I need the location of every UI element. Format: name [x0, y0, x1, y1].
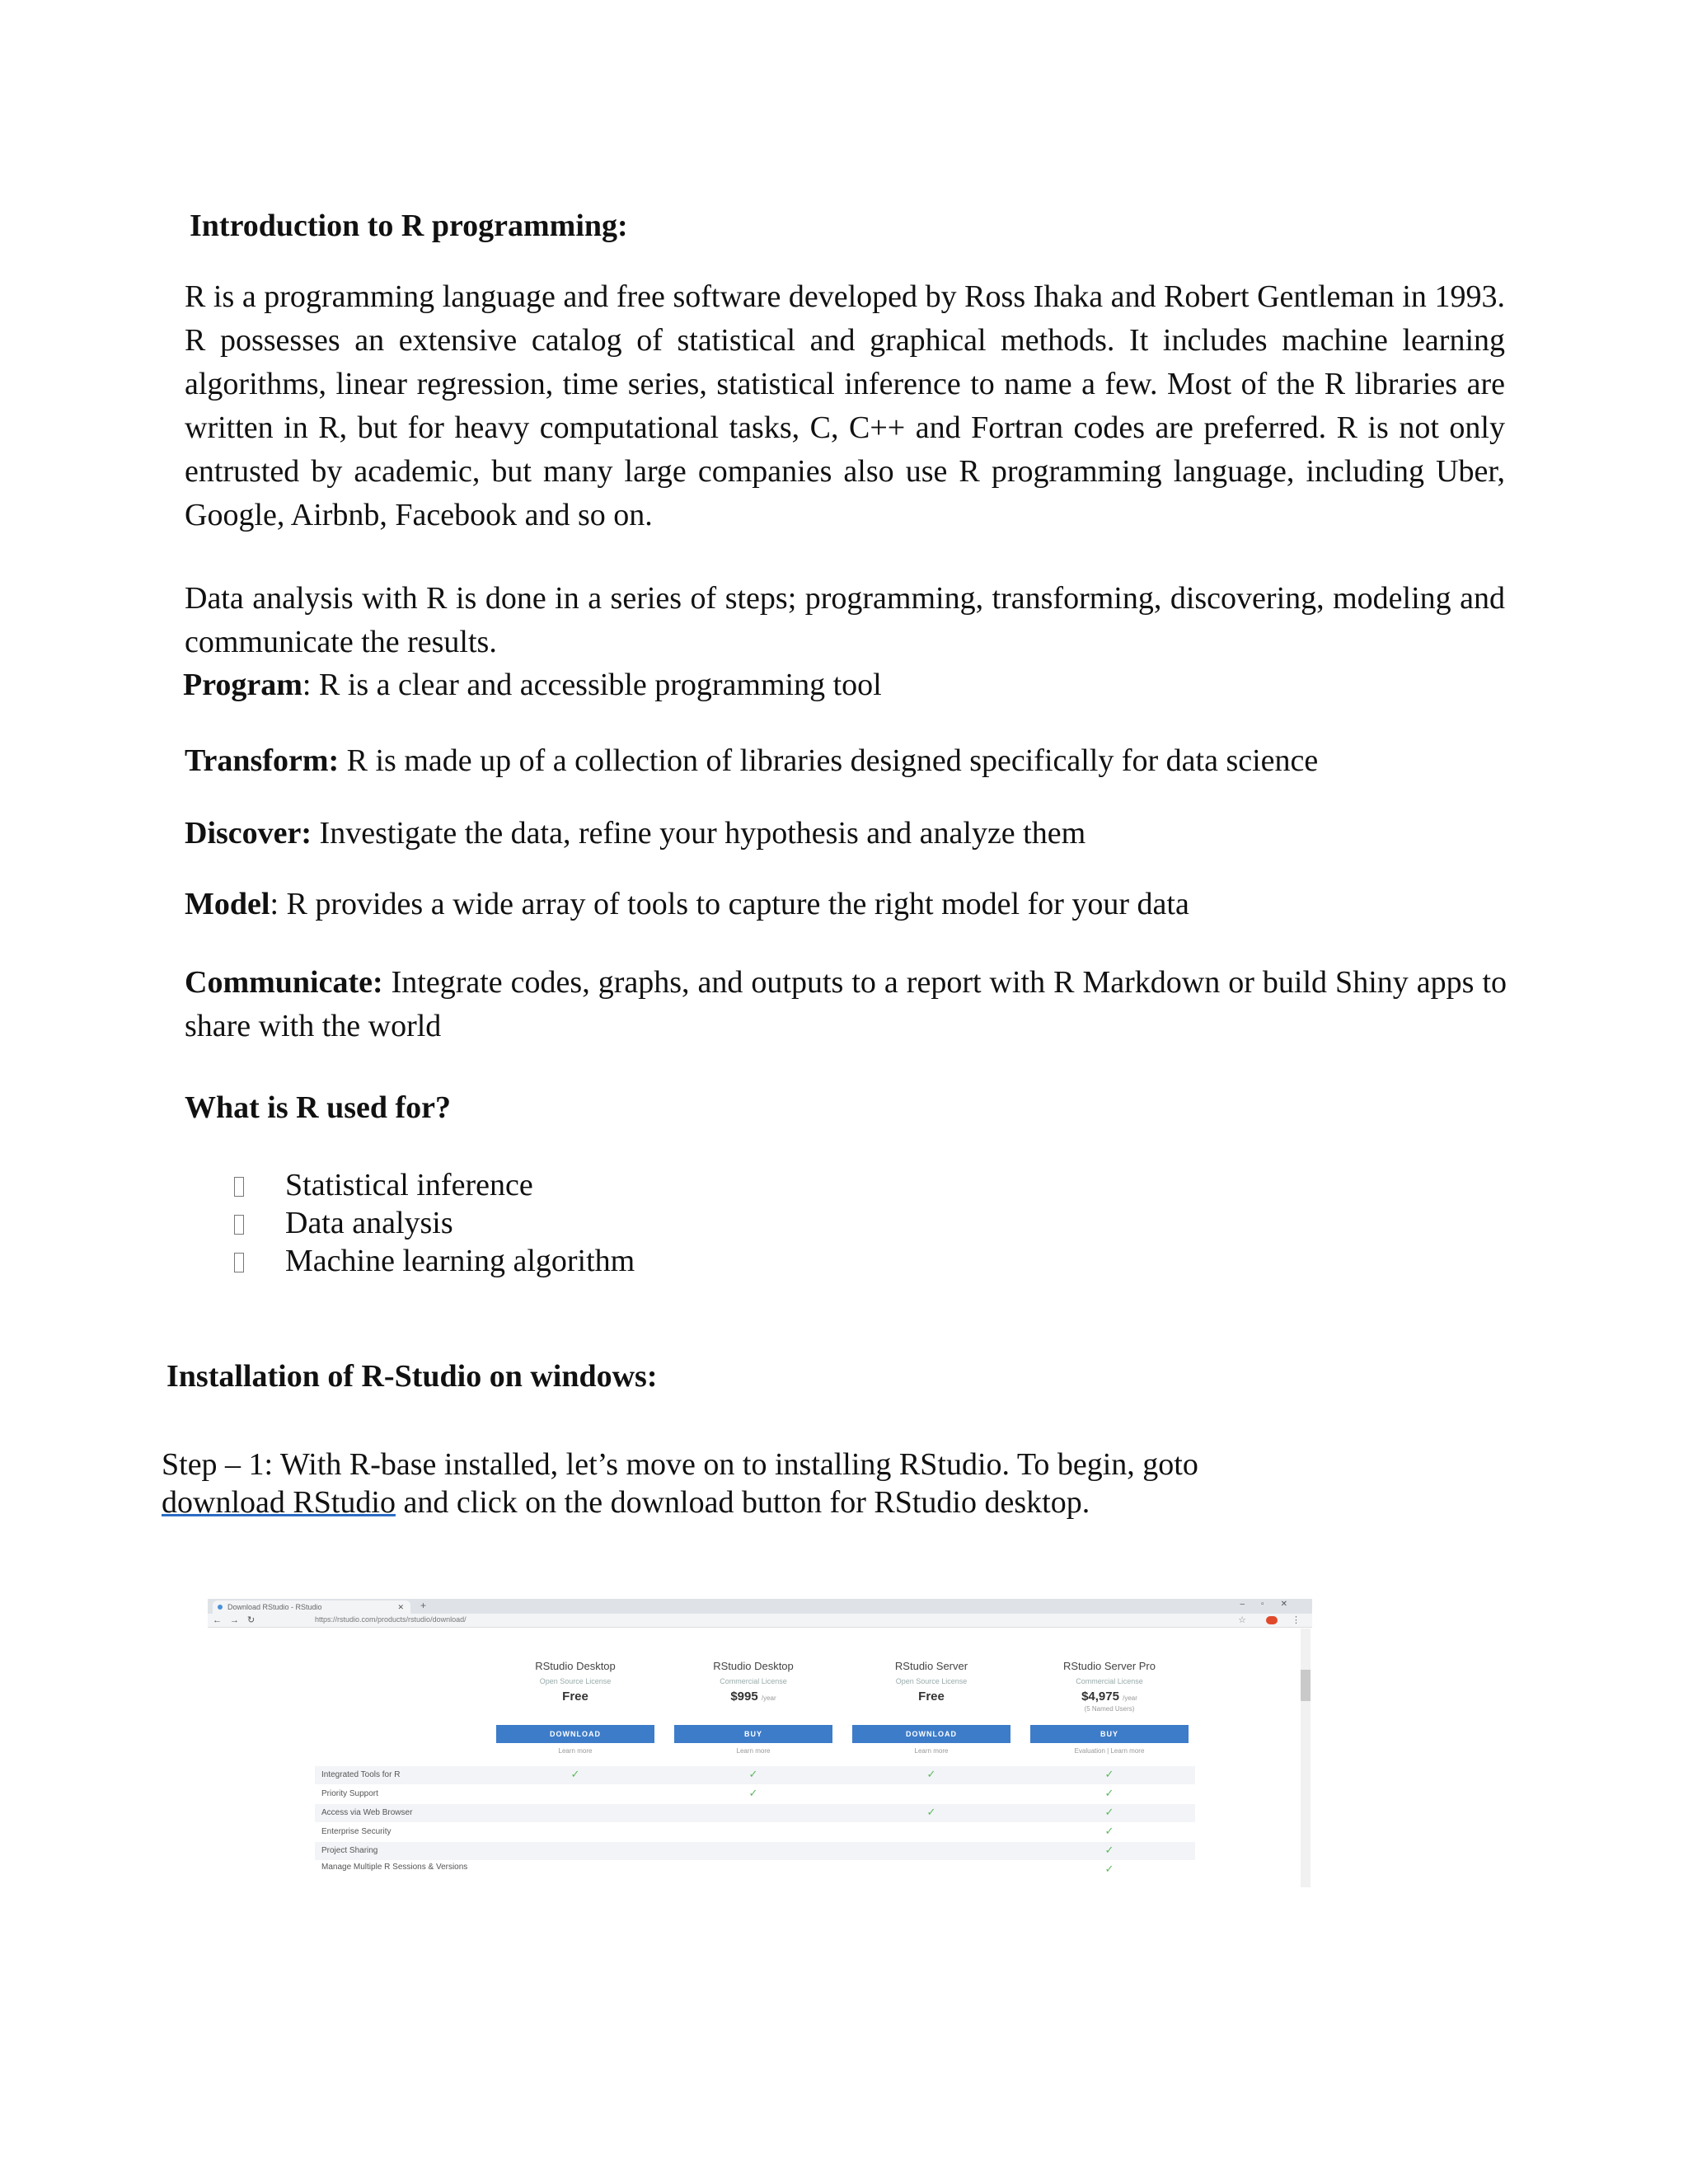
feature-row — [315, 1861, 1195, 1879]
install-step1-prefix: Step – 1: With R-base installed, let’s move on to installing RStudio. To begin, goto — [162, 1447, 1198, 1482]
download-button[interactable]: DOWNLOAD — [852, 1725, 1010, 1743]
plan-price — [496, 1690, 654, 1704]
step-program-text: : R is a clear and accessible programming tool — [302, 668, 882, 702]
favicon-icon — [218, 1605, 223, 1610]
browser-menu-icon[interactable]: ⋮ — [1292, 1615, 1301, 1625]
tab-title: Download RStudio - RStudio — [227, 1603, 322, 1611]
plan-title: RStudio Server — [894, 1660, 968, 1672]
step-transform-text: R is made up of a collection of libraries designed specifically for data science — [339, 743, 1319, 778]
nav-buttons[interactable]: ←→↻ — [213, 1615, 264, 1625]
plan-price-value: Free — [562, 1690, 588, 1704]
buy-button[interactable]: BUY — [674, 1725, 832, 1743]
checkmark-icon: ✓ — [1104, 1863, 1114, 1875]
step-transform — [185, 742, 1318, 780]
learn-more-link[interactable]: Evaluation | Learn more — [1074, 1747, 1145, 1755]
checkmark-icon: ✓ — [926, 1806, 936, 1818]
checkmark-icon: ✓ — [1104, 1768, 1114, 1780]
address-bar-row — [208, 1614, 1312, 1628]
rstudio-download-screenshot — [208, 1599, 1312, 1887]
plan-title: RStudio Server Pro — [1063, 1660, 1156, 1672]
plan-column — [852, 1660, 1010, 1705]
plan-price — [674, 1690, 832, 1704]
step-communicate — [185, 961, 1507, 1048]
list-item-label: Data analysis — [285, 1206, 453, 1240]
step-model-label: Model — [185, 887, 270, 921]
bullet-icon — [234, 1253, 244, 1272]
checkmark-icon: ✓ — [1104, 1844, 1114, 1856]
window-controls[interactable]: –▫✕ — [1240, 1600, 1304, 1609]
step-communicate-text: Integrate codes, graphs, and outputs to a report with R Markdown or build Shiny apps to share with the world — [185, 965, 1507, 1043]
feature-row — [315, 1804, 1195, 1822]
checkmark-icon: ✓ — [1104, 1787, 1114, 1799]
feature-label: Enterprise Security — [321, 1827, 392, 1836]
plan-price-value: $4,975 — [1081, 1690, 1119, 1704]
plan-license: Commercial License — [1076, 1677, 1143, 1685]
close-tab-icon[interactable]: ✕ — [397, 1603, 404, 1611]
steps-intro: Data analysis with R is done in a series of steps; programming, transforming, discovering, modeling and communicate the results. — [185, 581, 1505, 659]
browser-tab-bar — [208, 1599, 1312, 1614]
step-model-text: : R provides a wide array of tools to capture the right model for your data — [270, 887, 1189, 921]
plan-price — [852, 1690, 1010, 1704]
install-heading: Installation of R-Studio on windows: — [166, 1359, 658, 1394]
feature-label: Project Sharing — [321, 1846, 378, 1855]
plan-price — [1030, 1690, 1189, 1704]
uses-list — [234, 1166, 635, 1280]
feature-row — [315, 1823, 1195, 1841]
intro-paragraph: R is a programming language and free software developed by Ross Ihaka and Robert Gentleman in 1993. R possesses an extensive catalog of statistical and graphical methods. It includes machine learning algorithms, linear regression, time series, statistical inference to name a few. Most of the R libraries are written in R, but for heavy computational tasks, C, C++ and Fortran codes are preferred. R is not only entrusted by academic, but many large companies also use R programming language, including Uber, Google, Airbnb, Facebook and so on. — [185, 279, 1505, 532]
uses-heading: What is R used for? — [185, 1090, 452, 1125]
download-button[interactable]: DOWNLOAD — [496, 1725, 654, 1743]
step-program-label: Program — [183, 668, 302, 702]
plan-price-period: /year — [1123, 1694, 1137, 1702]
plan-price-period: /year — [761, 1694, 776, 1702]
list-item-label: Statistical inference — [285, 1168, 533, 1202]
step-communicate-label: Communicate: — [185, 965, 383, 1000]
plan-license: Open Source License — [539, 1677, 612, 1685]
checkmark-icon: ✓ — [1104, 1806, 1114, 1818]
plan-price-value: $995 — [730, 1690, 758, 1704]
plan-price-value: Free — [918, 1690, 945, 1704]
learn-more-link[interactable]: Learn more — [558, 1747, 593, 1755]
step-transform-label: Transform: — [185, 743, 340, 778]
install-step1-suffix: and click on the download button for RStudio desktop. — [395, 1485, 1090, 1520]
learn-more-link[interactable]: Learn more — [914, 1747, 949, 1755]
plan-column — [674, 1660, 832, 1705]
checkmark-icon: ✓ — [1104, 1825, 1114, 1837]
feature-row — [315, 1785, 1195, 1803]
url-field[interactable]: https://rstudio.com/products/rstudio/download/ — [315, 1615, 467, 1624]
plan-column — [496, 1660, 654, 1705]
plan-column — [1030, 1660, 1189, 1713]
checkmark-icon: ✓ — [570, 1768, 580, 1780]
feature-row — [315, 1842, 1195, 1860]
step-discover — [185, 814, 1085, 852]
bookmark-star-icon[interactable]: ☆ — [1238, 1615, 1246, 1625]
new-tab-icon[interactable]: + — [420, 1600, 427, 1611]
feature-label: Manage Multiple R Sessions & Versions — [321, 1863, 468, 1872]
checkmark-icon: ✓ — [926, 1768, 936, 1780]
feature-label: Access via Web Browser — [321, 1808, 413, 1817]
list-item — [234, 1242, 635, 1280]
extension-icon[interactable] — [1266, 1616, 1278, 1624]
scrollbar-track[interactable] — [1301, 1629, 1311, 1887]
bullet-icon — [234, 1215, 244, 1235]
plan-title: RStudio Desktop — [713, 1660, 794, 1672]
plan-title: RStudio Desktop — [535, 1660, 616, 1672]
step-discover-label: Discover: — [185, 816, 312, 851]
checkmark-icon: ✓ — [748, 1768, 758, 1780]
install-step1 — [162, 1446, 1398, 1521]
plan-note: (5 Named Users) — [1084, 1705, 1135, 1713]
learn-more-link[interactable]: Learn more — [736, 1747, 771, 1755]
list-item-label: Machine learning algorithm — [285, 1244, 635, 1278]
list-item — [234, 1166, 635, 1204]
browser-tab[interactable] — [213, 1601, 410, 1614]
step-program — [183, 666, 882, 704]
checkmark-icon: ✓ — [748, 1787, 758, 1799]
buy-button[interactable]: BUY — [1030, 1725, 1189, 1743]
feature-label: Priority Support — [321, 1789, 378, 1798]
bullet-icon — [234, 1177, 244, 1197]
intro-heading: Introduction to R programming: — [190, 209, 628, 243]
download-rstudio-link[interactable]: download RStudio — [162, 1485, 396, 1520]
feature-label: Integrated Tools for R — [321, 1770, 401, 1779]
plan-license: Open Source License — [895, 1677, 968, 1685]
feature-row — [315, 1766, 1195, 1784]
plan-license: Commercial License — [720, 1677, 787, 1685]
step-discover-text: Investigate the data, refine your hypothesis and analyze them — [312, 816, 1086, 851]
step-model — [185, 885, 1189, 923]
scrollbar-thumb[interactable] — [1301, 1670, 1311, 1701]
list-item — [234, 1204, 635, 1242]
